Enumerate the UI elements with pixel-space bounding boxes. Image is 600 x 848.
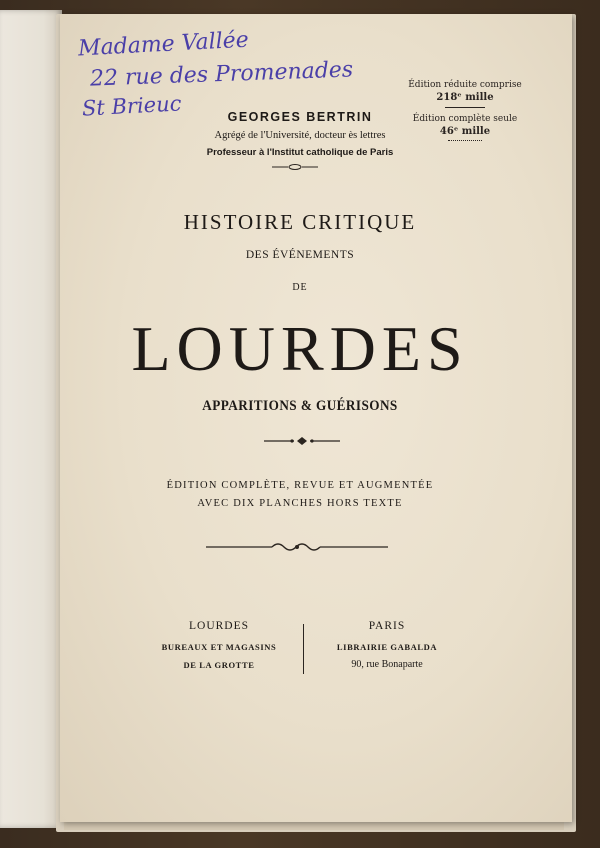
handwritten-name: Madame Vallée [77, 27, 250, 62]
title-line-1: HISTOIRE CRITIQUE [183, 210, 417, 234]
stamp-complete-label: Édition complète seule [412, 114, 518, 124]
facing-page [0, 10, 62, 828]
stamp-complete-count: 46ᵉ mille [439, 126, 491, 137]
author-name: GEORGES BERTRIN [227, 110, 373, 124]
author-credential-2: Professeur à l'Institut catholique de Paris [206, 147, 394, 158]
title-line-3: DE [292, 282, 308, 293]
stamp-reduced-label: Édition réduite comprise [408, 80, 522, 90]
author-credential-1: Agrégé de l'Université, docteur ès lettres [214, 130, 386, 141]
ornament-flourish-icon [206, 541, 388, 553]
edition-line-2: AVEC DIX PLANCHES HORS TEXTE [197, 498, 403, 509]
publisher-left-line-1: BUREAUX ET MAGASINS [161, 642, 277, 652]
publisher-right-line-2: 90, rue Bonaparte [351, 659, 423, 670]
handwritten-street: 22 rue des Promenades [89, 57, 354, 92]
stamp-rule [445, 107, 485, 108]
main-title: LOURDES [131, 313, 469, 384]
title-page [60, 14, 572, 822]
publisher-left-city: LOURDES [188, 620, 250, 632]
ornament-small-icon [272, 162, 318, 172]
publisher-right-city: PARIS [368, 620, 406, 632]
stamp-reduced-count: 218ᵉ mille [436, 92, 494, 103]
subtitle: APPARITIONS & GUÉRISONS [202, 398, 398, 414]
publisher-left-line-2: DE LA GROTTE [183, 660, 255, 670]
edition-line-1: ÉDITION COMPLÈTE, REVUE ET AUGMENTÉE [166, 480, 434, 491]
handwritten-city: St Brieuc [81, 91, 182, 121]
publisher-right-line-1: LIBRAIRIE GABALDA [336, 642, 438, 652]
ornament-diamond-icon [264, 436, 340, 446]
title-line-2: DES ÉVÉNEMENTS [245, 249, 355, 261]
stamp-dots [448, 140, 482, 143]
publisher-divider [303, 624, 304, 674]
